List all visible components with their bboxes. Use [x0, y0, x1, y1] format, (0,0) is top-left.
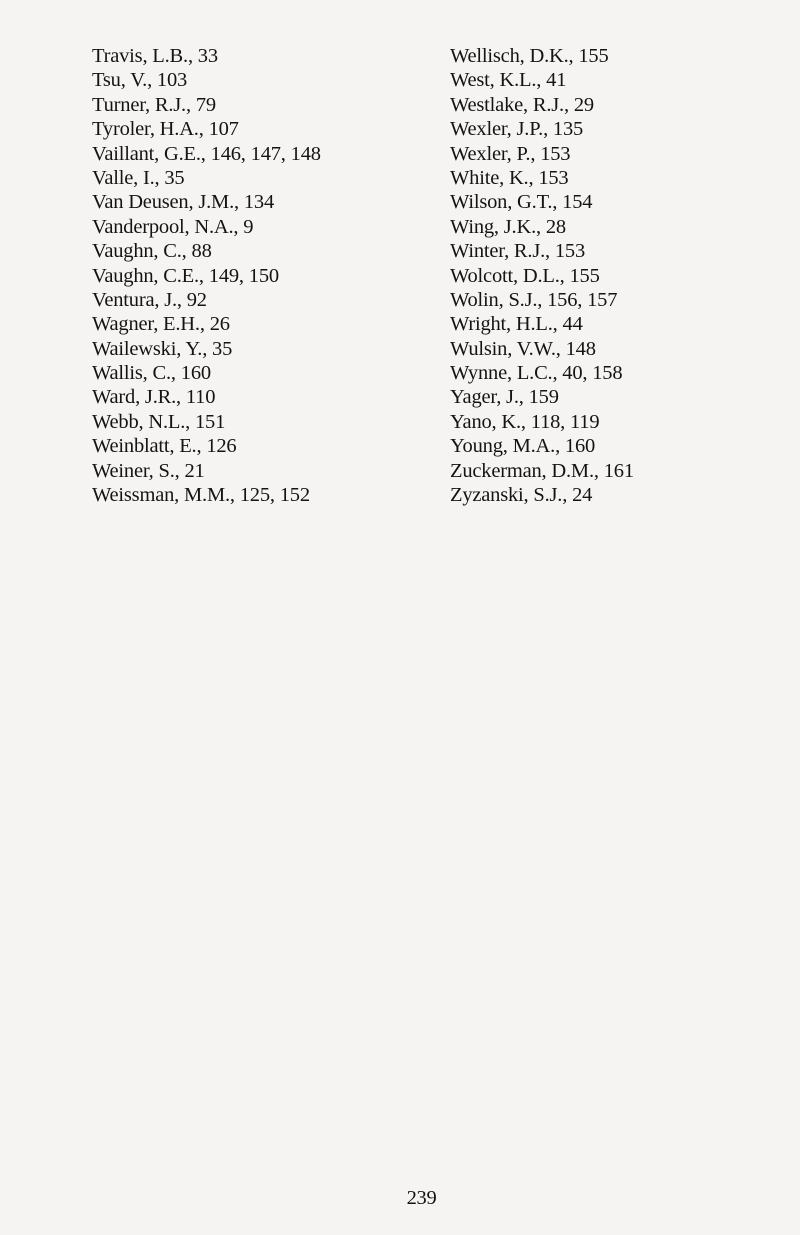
- index-entry: Ventura, J., 92: [92, 288, 207, 311]
- author-index-left-column: [92, 44, 321, 507]
- index-entry: Zyzanski, S.J., 24: [450, 484, 593, 507]
- index-entry: Vaughn, C., 88: [92, 240, 212, 263]
- index-entry: Wexler, J.P., 135: [450, 118, 584, 141]
- index-entry: Van Deusen, J.M., 134: [92, 191, 274, 214]
- index-entry: Wilson, G.T., 154: [450, 191, 593, 214]
- index-entry: Weissman, M.M., 125, 152: [92, 484, 310, 507]
- index-entry: White, K., 153: [450, 166, 569, 189]
- index-entry: Wolin, S.J., 156, 157: [450, 288, 618, 311]
- index-entry: Wallis, C., 160: [92, 362, 211, 385]
- index-entry: Weinblatt, E., 126: [92, 435, 237, 458]
- index-entry: Turner, R.J., 79: [92, 93, 216, 116]
- index-entry: Wolcott, D.L., 155: [450, 264, 600, 287]
- index-entry: Wexler, P., 153: [450, 142, 571, 165]
- page-number: 239: [406, 1187, 437, 1209]
- index-entry: Winter, R.J., 153: [450, 240, 586, 263]
- index-entry: Vanderpool, N.A., 9: [92, 215, 254, 238]
- index-entry: Young, M.A., 160: [450, 435, 596, 458]
- author-index-right-column: [450, 44, 634, 507]
- index-entry: Yano, K., 118, 119: [450, 410, 600, 433]
- index-entry: Tyroler, H.A., 107: [92, 118, 239, 141]
- index-entry: Vaillant, G.E., 146, 147, 148: [92, 142, 321, 165]
- index-entry: Wailewski, Y., 35: [92, 337, 233, 360]
- index-entry: Wulsin, V.W., 148: [450, 337, 596, 360]
- index-entry: Wellisch, D.K., 155: [450, 45, 609, 67]
- index-entry: Wing, J.K., 28: [450, 215, 566, 238]
- index-entry: Wright, H.L., 44: [450, 313, 583, 336]
- index-entry: Vaughn, C.E., 149, 150: [92, 264, 279, 287]
- index-entry: Zuckerman, D.M., 161: [450, 459, 634, 482]
- index-entry: Valle, I., 35: [92, 166, 185, 189]
- index-entry: Travis, L.B., 33: [92, 45, 218, 67]
- index-entry: Weiner, S., 21: [92, 459, 205, 482]
- index-entry: Tsu, V., 103: [92, 69, 188, 92]
- index-entry: Westlake, R.J., 29: [450, 93, 594, 116]
- index-entry: Yager, J., 159: [450, 386, 559, 409]
- index-entry: Webb, N.L., 151: [92, 410, 226, 433]
- index-entry: West, K.L., 41: [450, 69, 567, 92]
- index-entry: Ward, J.R., 110: [92, 386, 216, 409]
- index-entry: Wagner, E.H., 26: [92, 313, 230, 336]
- index-entry: Wynne, L.C., 40, 158: [450, 362, 623, 385]
